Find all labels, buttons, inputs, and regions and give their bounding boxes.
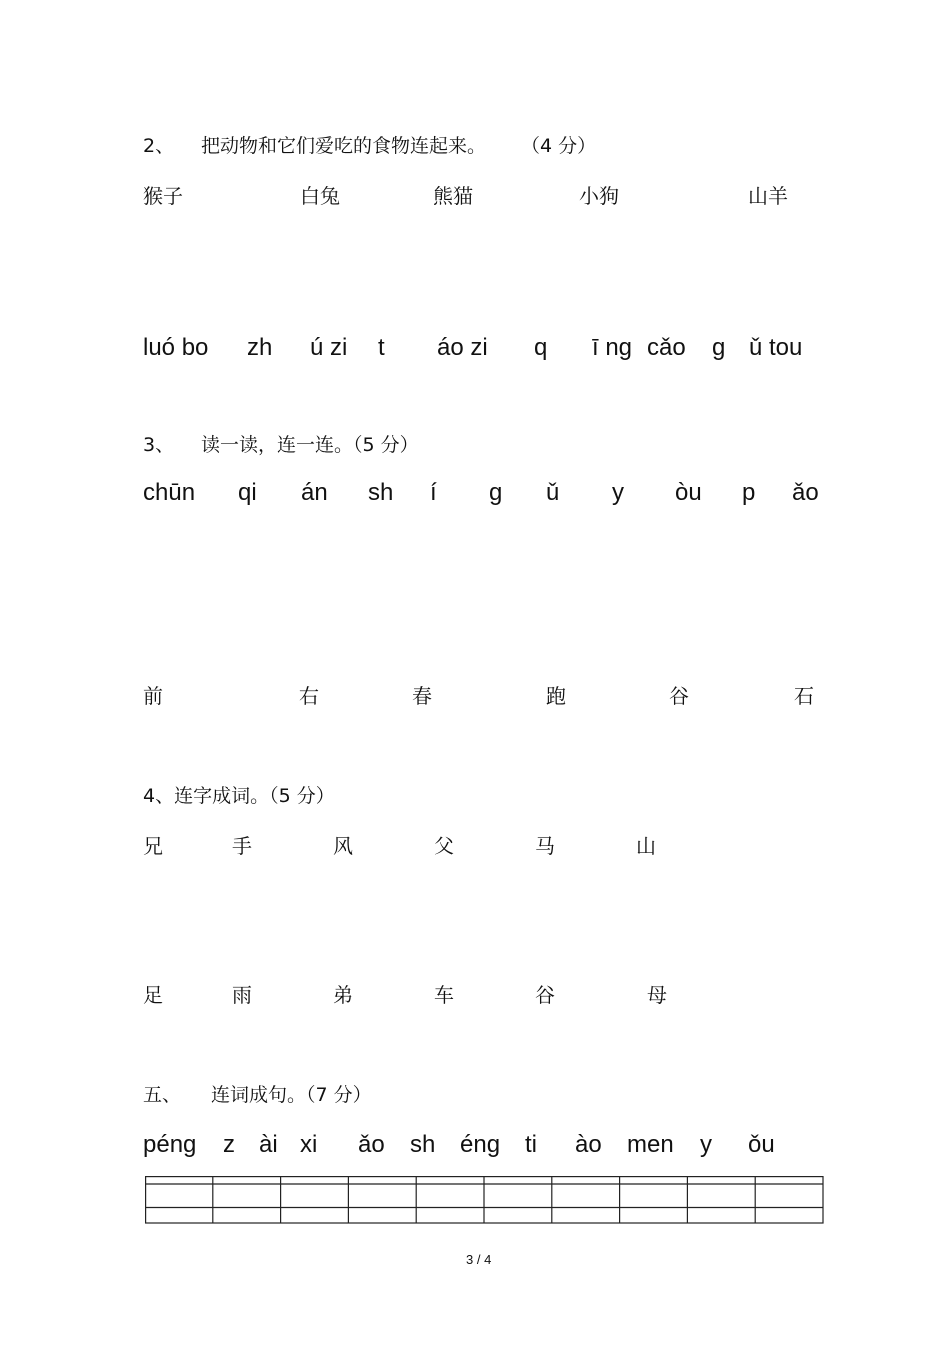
q3-pinyin: ǎo	[792, 479, 819, 506]
q5-pinyin: z	[223, 1131, 235, 1158]
q3-pinyin: g	[489, 479, 503, 506]
q4-char: 兄	[143, 834, 163, 858]
q4-char: 风	[333, 834, 353, 858]
q4-char: 父	[434, 834, 454, 858]
animal-item: 山羊	[748, 184, 788, 208]
animal-item: 熊猫	[433, 184, 473, 208]
q5-number: 五、	[143, 1084, 182, 1106]
q3-pinyin: p	[742, 479, 756, 506]
q5-pinyin: men	[627, 1131, 674, 1158]
animal-item: 猴子	[143, 184, 183, 208]
food-pinyin: q	[534, 334, 548, 361]
q3-pinyin: y	[612, 479, 624, 506]
q4-char: 马	[535, 834, 555, 858]
q5-pinyin: péng	[143, 1131, 197, 1158]
q5-pinyin: y	[700, 1131, 712, 1158]
food-pinyin: cǎo	[647, 334, 686, 361]
q3-char: 跑	[546, 684, 566, 708]
page-number: 3 / 4	[466, 1252, 492, 1267]
food-pinyin: zh	[247, 334, 273, 361]
q3-char: 前	[143, 684, 163, 708]
q4-char: 车	[434, 983, 454, 1007]
q3-pinyin: qi	[238, 479, 257, 506]
q5-pinyin: ào	[575, 1131, 602, 1158]
writing-grid	[145, 1176, 825, 1226]
q4-instruction: 4、连字成词。（5 分）	[143, 785, 335, 807]
q4-char: 足	[143, 983, 163, 1007]
food-pinyin: ǔ tou	[749, 334, 803, 361]
food-pinyin: áo zi	[437, 334, 488, 361]
food-pinyin: t	[378, 334, 385, 361]
q4-char: 山	[636, 834, 656, 858]
q5-pinyin: ài	[259, 1131, 278, 1158]
q2-score: （4 分）	[521, 135, 597, 157]
q5-instruction: 连词成句。（7 分）	[211, 1084, 372, 1106]
q4-char: 手	[232, 834, 252, 858]
q3-pinyin: òu	[675, 479, 702, 506]
q5-pinyin: éng	[460, 1131, 501, 1158]
q3-char: 石	[794, 684, 814, 708]
food-pinyin: luó bo	[143, 334, 209, 361]
q3-instruction: 读一读，连一连。（5 分）	[201, 434, 419, 456]
q4-char: 弟	[333, 983, 353, 1007]
food-pinyin: ú zi	[310, 334, 348, 361]
q5-pinyin: ǒu	[748, 1131, 775, 1158]
q3-pinyin: sh	[368, 479, 394, 506]
q2-instruction: 把动物和它们爱吃的食物连起来。	[201, 135, 487, 157]
q5-pinyin: xi	[300, 1131, 318, 1158]
animal-item: 小狗	[579, 184, 619, 208]
q3-char: 春	[412, 684, 432, 708]
q4-char: 雨	[232, 983, 252, 1007]
food-pinyin: ī ng	[592, 334, 633, 361]
q3-pinyin: án	[301, 479, 328, 506]
q3-char: 右	[299, 684, 319, 708]
q3-pinyin: ǔ	[546, 479, 560, 506]
q5-pinyin: sh	[410, 1131, 436, 1158]
q3-char: 谷	[669, 684, 689, 708]
animal-item: 白兔	[300, 184, 340, 208]
q2-number: 2、	[143, 135, 175, 157]
q4-char: 谷	[535, 983, 555, 1007]
q5-pinyin: ti	[525, 1131, 537, 1158]
food-pinyin: g	[712, 334, 726, 361]
q4-char: 母	[647, 983, 667, 1007]
q5-pinyin: ǎo	[358, 1131, 385, 1158]
q3-pinyin: chūn	[143, 479, 196, 506]
q3-number: 3、	[143, 434, 175, 456]
q3-pinyin: í	[430, 479, 437, 506]
